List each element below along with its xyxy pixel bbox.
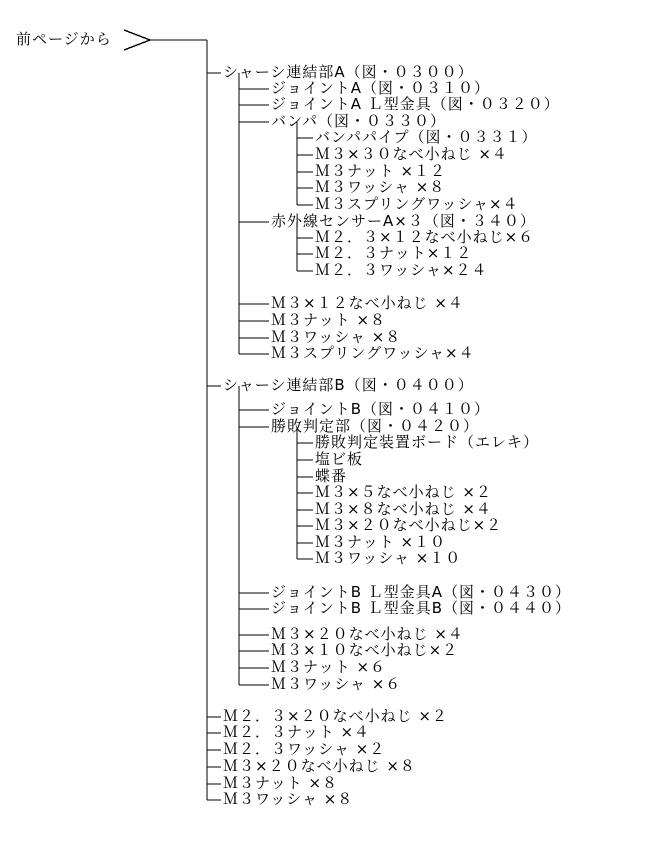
list-item: Ｍ３スプリングワッシャ×４ xyxy=(315,195,519,213)
list-item: Ｍ３ワッシャ ×１０ xyxy=(315,549,462,567)
list-item: Ｍ３ワッシャ ×８ xyxy=(271,328,402,346)
list-item: Ｍ２．３ナット ×４ xyxy=(223,723,371,741)
group-b-label: シャーシ連結部B（図・０４００） xyxy=(223,376,474,394)
list-item: Ｍ３ナット ×１０ xyxy=(315,533,447,551)
list-item: バンパパイプ（図・０３３１） xyxy=(315,128,538,146)
list-item: Ｍ２．３ワッシャ ×２ xyxy=(223,740,386,758)
joint-a-bracket-label: ジョイントA Ｌ型金具（図・０３２０） xyxy=(271,95,560,113)
list-item: Ｍ２．３ナット×１２ xyxy=(315,244,473,262)
list-item: Ｍ２．３×２０なべ小ねじ ×２ xyxy=(223,707,448,725)
bumper-label: バンパ（図・０３３０） xyxy=(271,112,446,130)
list-item: Ｍ３×１２なべ小ねじ ×４ xyxy=(271,294,464,312)
joint-b-bracket-b-label: ジョイントB Ｌ型金具B（図・０４４０） xyxy=(271,599,572,617)
list-item: Ｍ３×１０なべ小ねじ×２ xyxy=(271,641,459,659)
list-item: 蝶番 xyxy=(315,467,348,485)
list-item: Ｍ３×２０なべ小ねじ ×４ xyxy=(271,625,464,643)
list-item: 塩ビ板 xyxy=(315,450,364,468)
list-item: Ｍ３ナット ×８ xyxy=(271,311,387,329)
list-item: Ｍ３×２０なべ小ねじ ×８ xyxy=(223,757,416,775)
joint-b-bracket-a-label: ジョイントB Ｌ型金具A（図・０４３０） xyxy=(271,583,572,601)
list-item: Ｍ２．３ワッシャ×２４ xyxy=(315,261,488,279)
list-item: Ｍ３ナット ×１２ xyxy=(315,162,447,180)
list-item: Ｍ３×２０なべ小ねじ×２ xyxy=(315,516,503,534)
list-item: Ｍ３ナット ×６ xyxy=(271,658,387,676)
root-label: 前ページから xyxy=(16,30,112,48)
list-item: Ｍ３スプリングワッシャ×４ xyxy=(271,344,475,362)
root-connector xyxy=(124,30,150,50)
group-a-label: シャーシ連結部A（図・０３００） xyxy=(223,63,474,81)
list-item: Ｍ３×８なべ小ねじ ×４ xyxy=(315,500,492,518)
list-item: Ｍ３ワッシャ ×６ xyxy=(271,675,402,693)
list-item: Ｍ２．３×１２なべ小ねじ×６ xyxy=(315,228,535,246)
sensor-label: 赤外線センサーA×３（図・３４０） xyxy=(271,212,536,230)
list-item: Ｍ３ワッシャ ×８ xyxy=(223,790,354,808)
list-item: Ｍ３×５なべ小ねじ ×２ xyxy=(315,483,492,501)
list-item: Ｍ３ワッシャ ×８ xyxy=(315,178,446,196)
list-item: Ｍ３×３０なべ小ねじ ×４ xyxy=(315,145,508,163)
list-item: 勝敗判定装置ボード（エレキ） xyxy=(315,433,540,451)
joint-a-label: ジョイントA（図・０３１０） xyxy=(271,79,490,97)
joint-b-label: ジョイントB（図・０４１０） xyxy=(271,400,490,418)
judge-label: 勝敗判定部（図・０４２０） xyxy=(271,417,480,435)
list-item: Ｍ３ナット ×８ xyxy=(223,774,339,792)
